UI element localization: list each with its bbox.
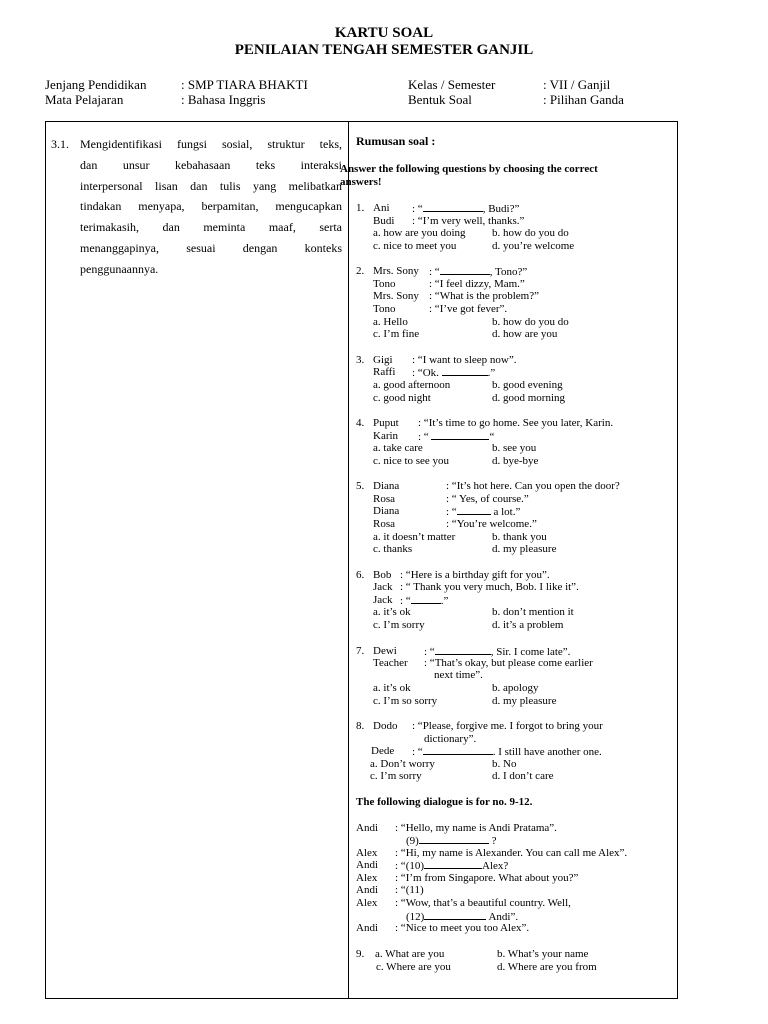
option-b: b. No: [492, 758, 517, 770]
dialogue-text: : “It’s time to go home. See you later, Karin.: [418, 417, 614, 429]
dialogue-text: : “Nice to meet you too Alex”.: [395, 922, 530, 934]
option-b: b. good evening: [492, 379, 563, 391]
dialogue-text: : “: [418, 431, 432, 443]
dialogue-text: : “(11): [395, 884, 424, 896]
dialogue-text: : “Hi, my name is Alexander. You can call me Alex”.: [395, 847, 628, 859]
jenjang-value: : SMP TIARA BHAKTI: [181, 77, 308, 92]
option-a: a. it doesn’t matter: [373, 531, 456, 543]
dialogue-text: : “It’s hot here. Can you open the door?: [446, 480, 620, 492]
option-a: a. how are you doing: [373, 227, 466, 239]
kd-line: penggunaannya.: [80, 261, 159, 276]
bentuk-value: : Pilihan Ganda: [543, 92, 624, 107]
option-d: d. Where are you from: [497, 961, 597, 973]
speaker: Rosa: [373, 518, 395, 530]
option-d: d. how are you: [492, 328, 558, 340]
bentuk-label: Bentuk Soal: [408, 92, 472, 107]
speaker: Bob: [373, 569, 392, 581]
option-b: b. What’s your name: [497, 948, 589, 960]
kd-line: interpersonal lisan dan tulis yang melibatkan: [80, 178, 342, 193]
speaker: Rosa: [373, 493, 395, 505]
answer-blank: [424, 910, 486, 920]
speaker: Alex: [356, 897, 378, 909]
speaker: Jack: [373, 581, 393, 593]
kd-line: menanggapinya, sesuai dengan konteks: [80, 241, 342, 255]
option-a: a. good afternoon: [373, 379, 451, 391]
option-a: a. take care: [373, 442, 423, 454]
question-number: 7.: [356, 645, 365, 657]
dialogue-text: : “ Thank you very much, Bob. I like it”.: [400, 581, 579, 593]
option-c: c. Where are you: [376, 961, 451, 973]
instruction-line: Answer the following questions by choosing the correct: [340, 163, 598, 175]
dialogue-text: (12): [406, 911, 425, 923]
dialogue-text: “: [489, 431, 495, 443]
speaker: Andi: [356, 822, 378, 834]
dialogue-text: : “Please, forgive me. I forgot to bring your: [412, 720, 603, 732]
question-number: 9.: [356, 948, 365, 960]
option-a: a. Don’t worry: [370, 758, 435, 770]
answer-blank: [442, 366, 488, 376]
option-c: c. nice to see you: [373, 455, 450, 467]
option-a: a. Hello: [373, 316, 408, 328]
speaker: Tono: [373, 278, 396, 290]
speaker: Puput: [373, 417, 399, 429]
kd-line: tindakan menyapa, berpamitan, mengucapkan: [80, 199, 342, 214]
dialogue-text: : “What is the problem?”: [429, 290, 539, 302]
dialogue-text: next time”.: [434, 669, 483, 681]
column-divider: [348, 121, 349, 999]
doc-subtitle: PENILAIAN TENGAH SEMESTER GANJIL: [234, 42, 534, 58]
speaker: Dede: [371, 745, 395, 757]
option-c: c. good night: [373, 392, 431, 404]
option-d: d. I don’t care: [492, 770, 554, 782]
option-d: d. it’s a problem: [492, 619, 564, 631]
doc-title: KARTU SOAL: [334, 25, 434, 41]
speaker: Dodo: [373, 720, 398, 732]
speaker: Budi: [373, 215, 395, 227]
dialogue-text: , Tono?”: [489, 266, 528, 278]
option-a: a. it’s ok: [373, 606, 411, 618]
answer-blank: [424, 859, 482, 869]
dialogue-text: : “(10): [395, 860, 425, 872]
speaker: Teacher: [373, 657, 408, 669]
speaker: Diana: [373, 480, 400, 492]
speaker: Ani: [373, 202, 390, 214]
kd-line: terimakasih, dan meminta maaf, serta: [80, 220, 342, 235]
option-d: d. good morning: [492, 392, 566, 404]
dialogue-text: : “Here is a birthday gift for you”.: [400, 569, 550, 581]
dialogue-text: : “I’ve got fever”.: [429, 303, 508, 315]
question-number: 1.: [356, 202, 365, 214]
jenjang-label: Jenjang Pendidikan: [45, 77, 147, 92]
answer-blank: [411, 594, 441, 604]
kompetensi-dasar: [51, 134, 347, 284]
question-number: 5.: [356, 480, 365, 492]
option-d: d. bye-bye: [492, 455, 539, 467]
dialogue-text: : “: [400, 595, 411, 607]
answer-blank: [431, 430, 489, 440]
instruction-line: answers!: [340, 176, 382, 188]
option-d: d. my pleasure: [492, 695, 557, 707]
dialogue-text: : “: [424, 646, 435, 658]
question-number: 3.: [356, 354, 365, 366]
mapel-value: : Bahasa Inggris: [181, 92, 266, 107]
dialogue-text: : “: [429, 266, 440, 278]
option-c: c. I’m sorry: [373, 619, 425, 631]
dialogue-text: : “I’m from Singapore. What about you?”: [395, 872, 579, 884]
option-b: b. how do you do: [492, 227, 569, 239]
dialogue-text: Alex?: [482, 860, 509, 872]
speaker: Alex: [356, 872, 378, 884]
kelas-value: : VII / Ganjil: [543, 77, 611, 92]
dialogue-text: , Budi?”: [482, 203, 520, 215]
speaker: Diana: [373, 505, 400, 517]
answer-blank: [423, 202, 483, 212]
speaker: Karin: [373, 430, 399, 442]
dialogue-text: , Sir. I come late”.: [490, 646, 571, 658]
dialogue-text: : “I’m very well, thanks.”: [412, 215, 525, 227]
option-c: c. I’m sorry: [370, 770, 422, 782]
dialogue-text: : “I want to sleep now”.: [412, 354, 517, 366]
dialogue-text: : “ Yes, of course.”: [446, 493, 529, 505]
answer-blank: [423, 745, 493, 755]
dialogue-text: .”: [487, 367, 496, 379]
option-d: d. my pleasure: [492, 543, 557, 555]
option-b: b. apology: [492, 682, 539, 694]
speaker: Jack: [373, 594, 393, 606]
speaker: Dewi: [373, 645, 397, 657]
option-c: c. nice to meet you: [373, 240, 457, 252]
option-b: b. don’t mention it: [492, 606, 574, 618]
option-c: c. I’m fine: [373, 328, 420, 340]
question-number: 8.: [356, 720, 365, 732]
dialogue-text: dictionary”.: [424, 733, 477, 745]
option-a: a. it’s ok: [373, 682, 411, 694]
option-c: c. I’m so sorry: [373, 695, 438, 707]
dialogue-text: Andi”.: [486, 911, 519, 923]
dialogue-text: (9): [406, 835, 419, 847]
option-a: a. What are you: [375, 948, 445, 960]
speaker: Mrs. Sony: [373, 265, 419, 277]
speaker: Gigi: [373, 354, 393, 366]
speaker: Tono: [373, 303, 396, 315]
dialogue-text: : “You’re welcome.”: [446, 518, 537, 530]
dialogue-text: : “: [412, 203, 423, 215]
question-number: 4.: [356, 417, 365, 429]
option-d: d. you’re welcome: [492, 240, 575, 252]
dialogue-text: : “That’s okay, but please come earlier: [424, 657, 593, 669]
dialogue-heading: The following dialogue is for no. 9-12.: [356, 796, 533, 808]
answer-blank: [419, 834, 489, 844]
dialogue-text: : “: [412, 746, 423, 758]
speaker: Raffi: [373, 366, 396, 378]
answer-blank: [435, 645, 491, 655]
dialogue-text: : “Hello, my name is Andi Pratama”.: [395, 822, 557, 834]
dialogue-text: : “Wow, that’s a beautiful country. Well,: [395, 897, 571, 909]
option-b: b. thank you: [492, 531, 547, 543]
kd-line: Mengidentifikasi fungsi sosial, struktur teks,: [80, 137, 342, 151]
speaker: Andi: [356, 884, 378, 896]
answer-blank: [440, 265, 490, 275]
dialogue-text: . I still have another one.: [492, 746, 602, 758]
speaker: Andi: [356, 922, 378, 934]
answer-blank: [457, 505, 491, 515]
question-number: 2.: [356, 265, 365, 277]
option-b: b. how do you do: [492, 316, 569, 328]
dialogue-text: ?: [488, 835, 497, 847]
speaker: Mrs. Sony: [373, 290, 419, 302]
dialogue-text: .”: [440, 595, 449, 607]
mapel-label: Mata Pelajaran: [45, 92, 124, 107]
rumusan-heading: Rumusan soal :: [356, 134, 436, 148]
option-c: c. thanks: [373, 543, 413, 555]
dialogue-text: : “I feel dizzy, Mam.”: [429, 278, 525, 290]
dialogue-text: a lot.”: [490, 506, 521, 518]
speaker: Alex: [356, 847, 378, 859]
dialogue-text: : “Ok.: [412, 367, 442, 379]
speaker: Andi: [356, 859, 378, 871]
dialogue-text: : “: [446, 506, 457, 518]
kd-number: 3.1.: [51, 137, 69, 151]
kd-line: dan unsur kebahasaan teks interaksi: [80, 157, 342, 172]
kelas-label: Kelas / Semester: [408, 77, 496, 92]
question-number: 6.: [356, 569, 365, 581]
option-b: b. see you: [492, 442, 537, 454]
